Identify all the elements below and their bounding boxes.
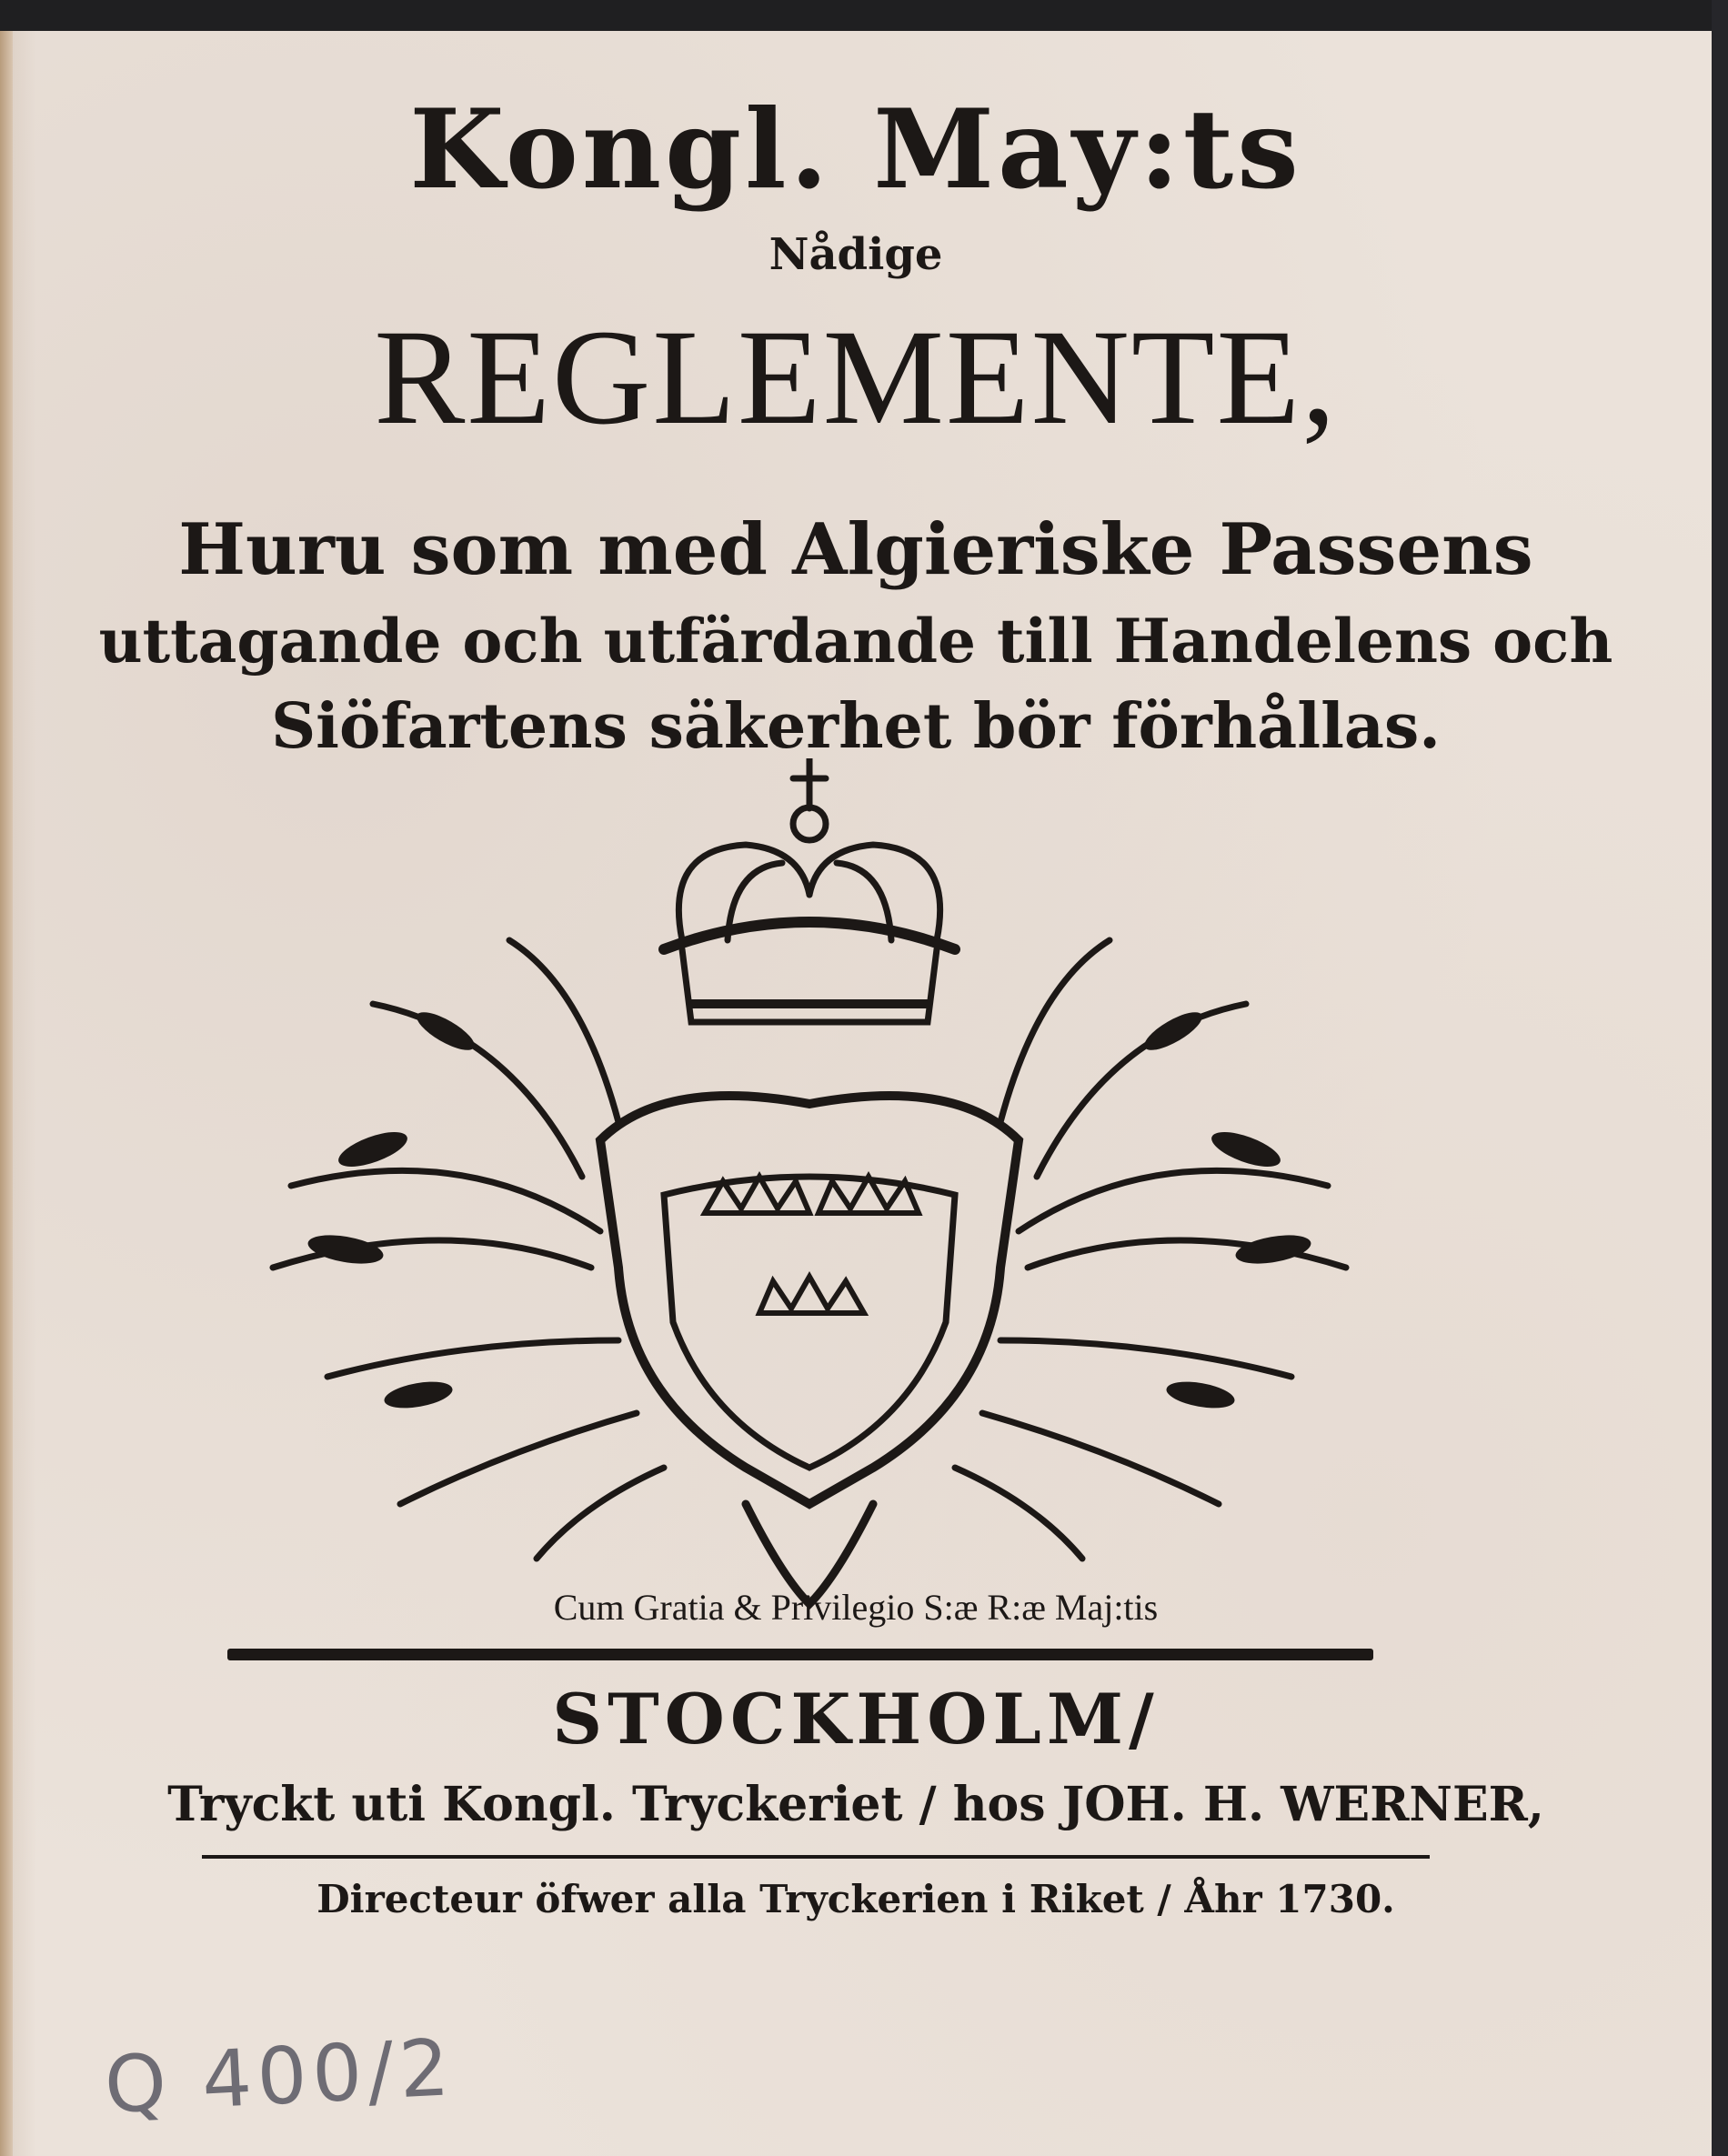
title-main: REGLEMENTE, <box>374 302 1338 453</box>
title-line-1: Kongl. May:ts <box>409 85 1302 214</box>
subtitle-line-2: uttagande och utfärdande till Handelens och <box>98 606 1613 677</box>
subtitle-line-1: Huru som med Algieriske Passens <box>178 508 1533 591</box>
imprint-city: STOCKHOLM/ <box>552 1679 1160 1760</box>
subtitle-line-3: Siöfartens säkerhet bör förhållas. <box>271 690 1441 763</box>
imprint-director: Directeur öfwer alla Tryckerien i Riket / Åhr 1730. <box>316 1877 1395 1921</box>
title-line-2: Nådige <box>769 229 943 280</box>
divider-thin <box>202 1855 1430 1859</box>
title-page <box>0 31 1712 2156</box>
imprint-printer: Tryckt uti Kongl. Tryckeriet / hos JOH. H. WERNER, <box>167 1777 1544 1832</box>
pencil-shelfmark: Q 400/2 <box>102 2021 457 2132</box>
scan-border-right <box>1712 0 1728 2156</box>
privilege-line: Cum Gratia & Privilegio S:æ R:æ Maj:tis <box>553 1587 1159 1628</box>
divider-thick <box>227 1649 1373 1660</box>
scan-border-top <box>0 0 1728 31</box>
royal-coat-of-arms-icon <box>236 758 1382 1622</box>
